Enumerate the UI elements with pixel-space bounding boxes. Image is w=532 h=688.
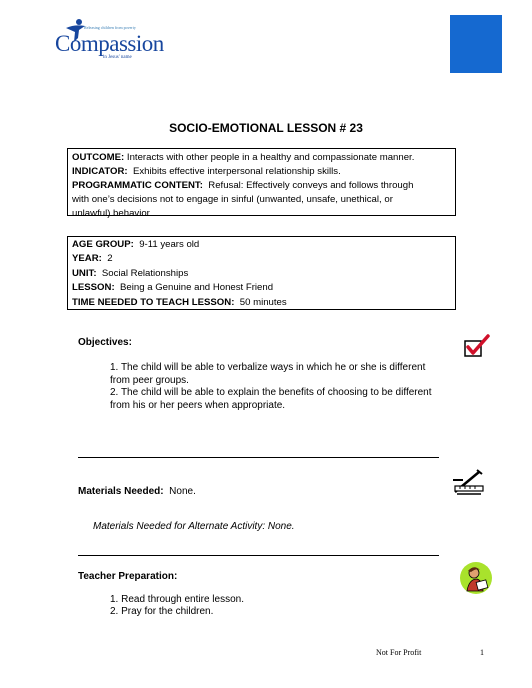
objective-item-2: 2. The child will be able to explain the benefits of choosing to be different from his or her peers when appropriate. bbox=[110, 387, 432, 411]
programmatic-line: PROGRAMMATIC CONTENT: Refusal: Effectively conveys and follows through bbox=[72, 180, 414, 191]
logo-tagline: Releasing children from poverty bbox=[84, 25, 136, 30]
lesson-info-box bbox=[67, 236, 456, 310]
materials-line: Materials Needed: None. bbox=[78, 486, 196, 497]
alternate-materials: Materials Needed for Alternate Activity: None. bbox=[93, 521, 295, 532]
age-group-line: AGE GROUP: 9-11 years old bbox=[72, 239, 200, 250]
footer-not-for-profit: Not For Profit bbox=[376, 648, 422, 657]
outcome-box bbox=[67, 148, 456, 219]
year-line: YEAR: 2 bbox=[72, 253, 113, 265]
objective-item-1: 1. The child will be able to verbalize ways in which he or she is different from peer groups. bbox=[110, 362, 426, 386]
indicator-line: INDICATOR: Exhibits effective interpersonal relationship skills. bbox=[72, 166, 341, 177]
logo-wordmark: Compassion bbox=[55, 31, 164, 56]
teacher-prep-item-1: 1. Read through entire lesson. bbox=[110, 594, 244, 605]
page-number: 1 bbox=[480, 648, 484, 657]
logo-subtitle: in Jesus' name bbox=[103, 55, 132, 60]
pencil-ruler-icon bbox=[451, 468, 487, 498]
unit-line: UNIT: Social Relationships bbox=[72, 267, 189, 279]
section-divider bbox=[78, 457, 439, 458]
lesson-title: SOCIO-EMOTIONAL LESSON # 23 bbox=[169, 121, 363, 135]
outcome-line: OUTCOME: Interacts with other people in a healthy and compassionate manner. bbox=[72, 152, 415, 163]
checkbox-check-icon bbox=[463, 333, 491, 359]
programmatic-line-3: unlawful) behavior. bbox=[72, 208, 152, 219]
teacher-reading-icon bbox=[459, 561, 493, 595]
objectives-heading: Objectives: bbox=[78, 337, 132, 348]
lesson-line: LESSON: Being a Genuine and Honest Friend bbox=[72, 282, 274, 294]
programmatic-line-2: with one’s decisions not to engage in sinful (unwanted, unsafe, unethical, or bbox=[72, 194, 393, 205]
time-line: TIME NEEDED TO TEACH LESSON: 50 minutes bbox=[72, 296, 287, 308]
teacher-prep-item-2: 2. Pray for the children. bbox=[110, 606, 214, 617]
blue-patch bbox=[450, 15, 502, 73]
teacher-prep-heading: Teacher Preparation: bbox=[78, 571, 178, 582]
section-divider bbox=[78, 555, 439, 556]
